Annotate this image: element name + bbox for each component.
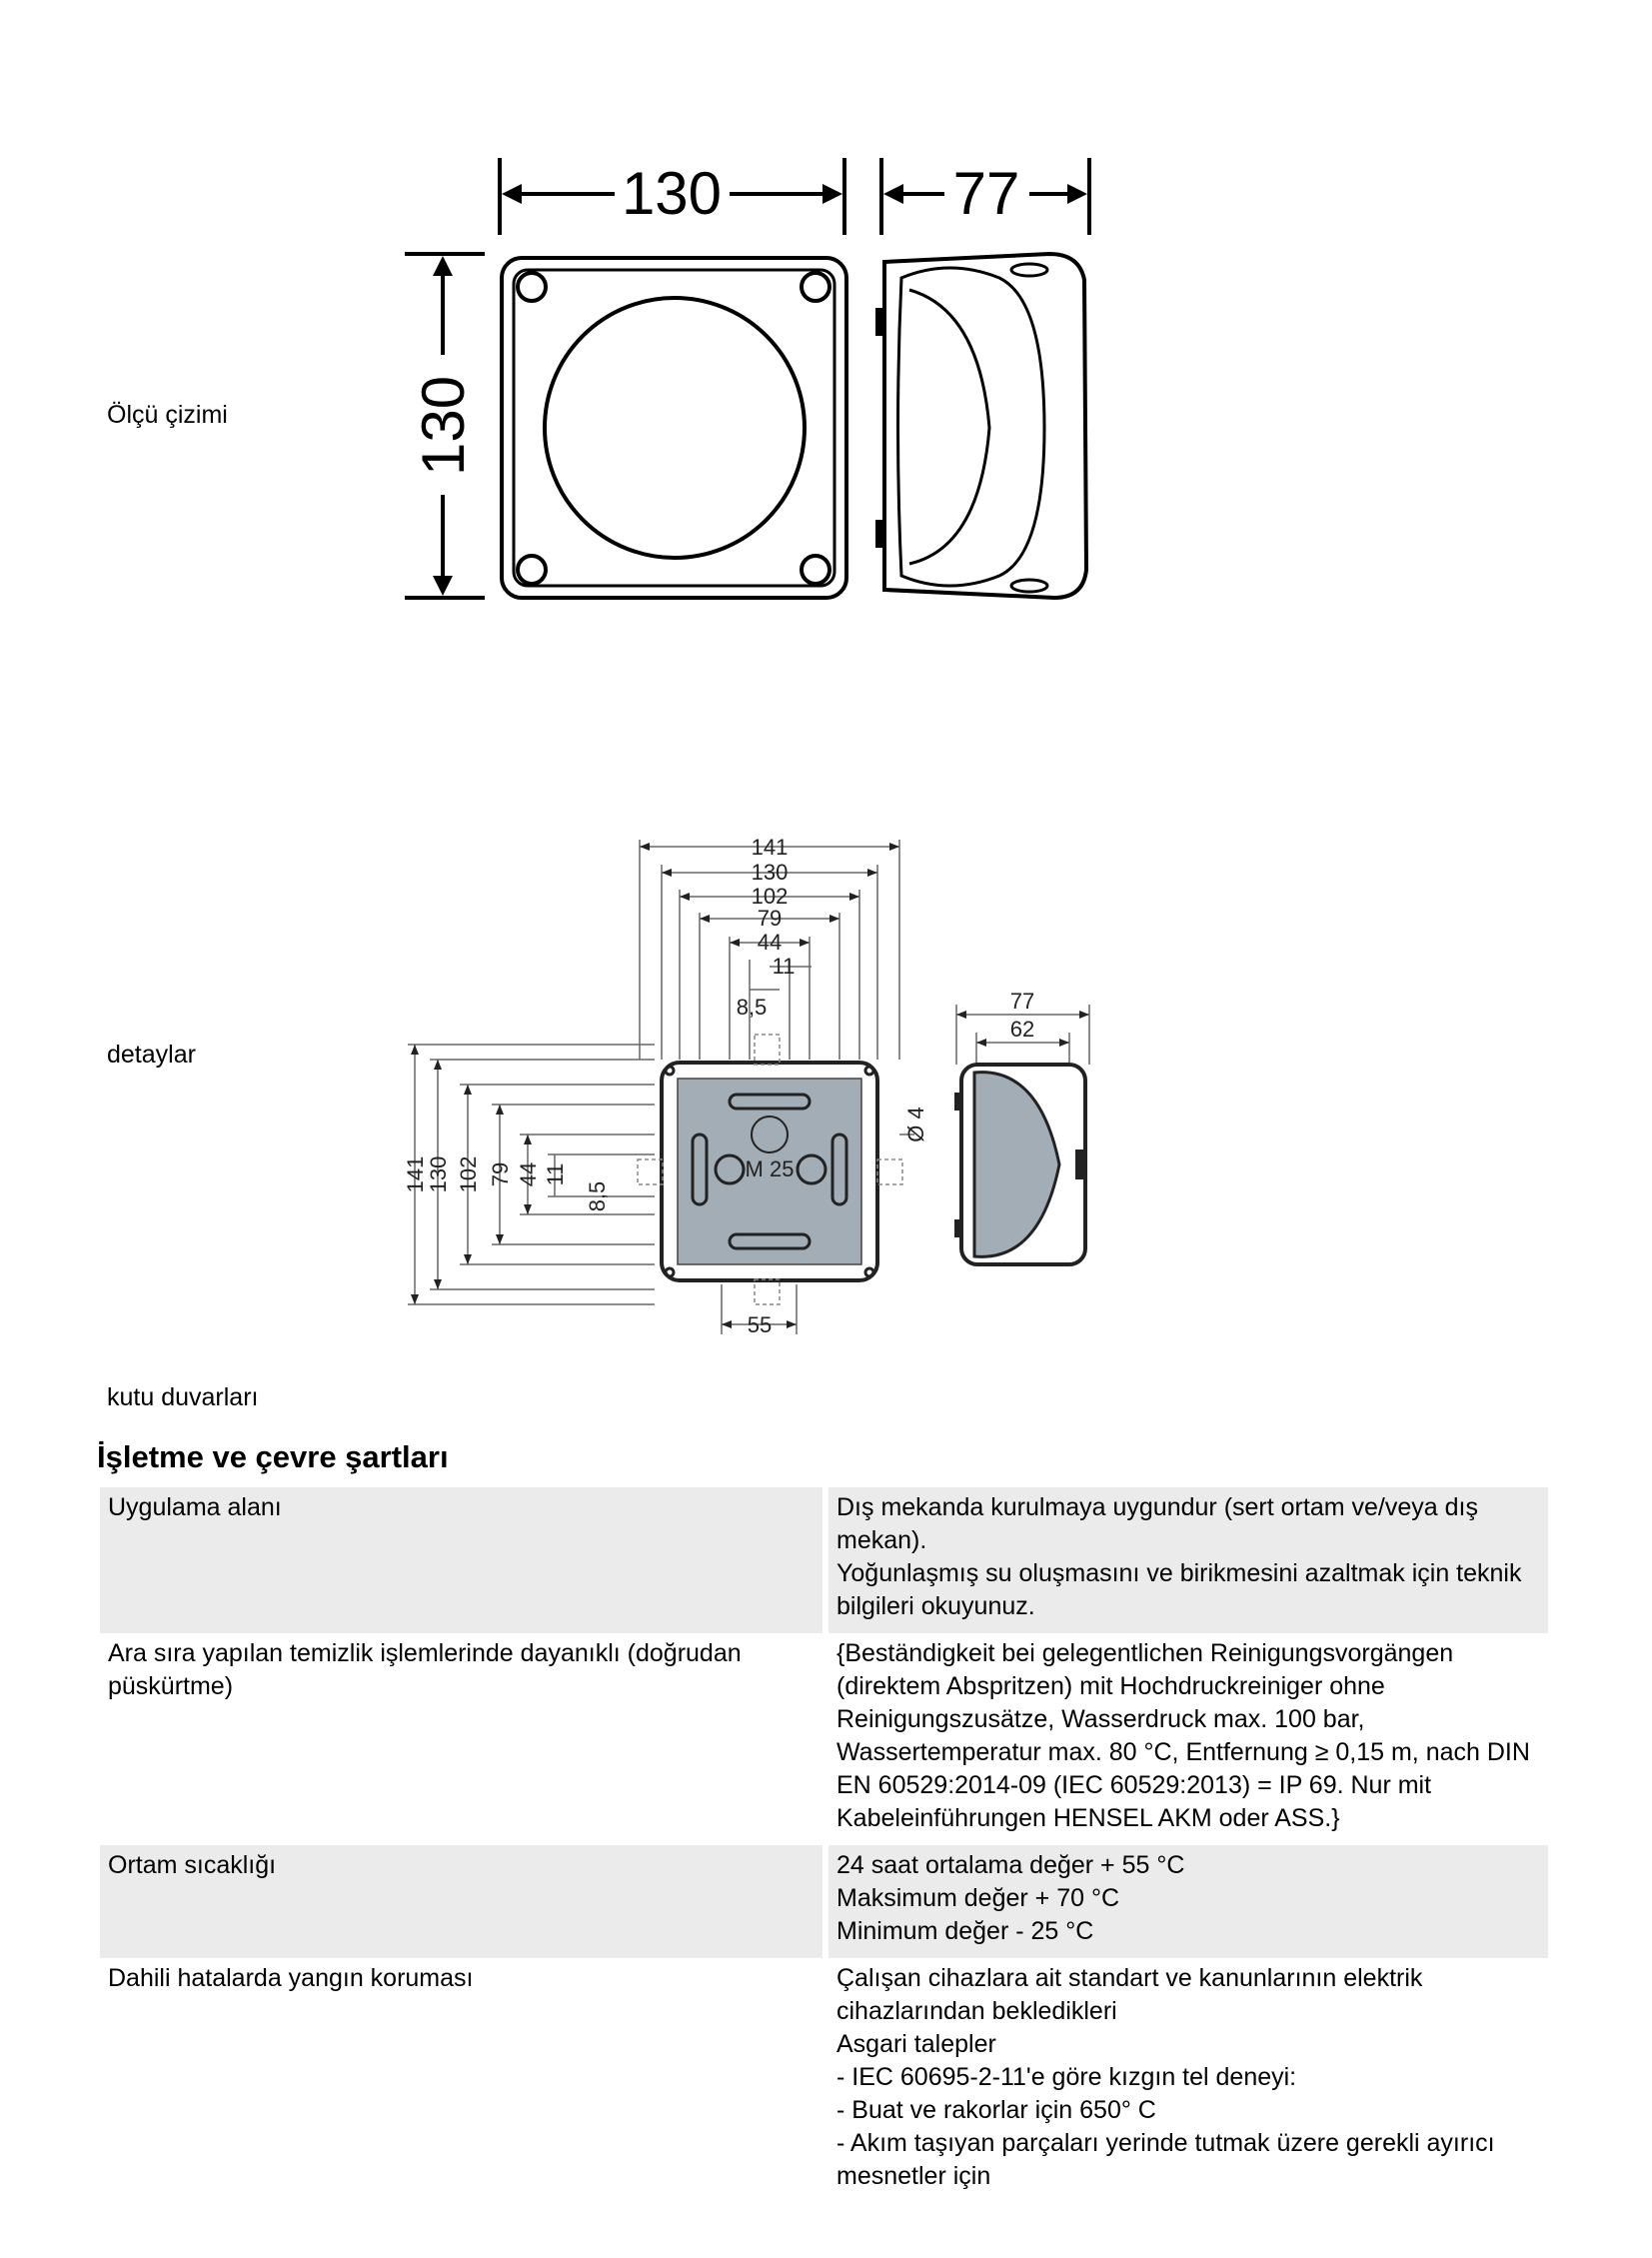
- left-dim-3: 102: [456, 1155, 481, 1193]
- box-walls-label: kutu duvarları: [107, 1383, 259, 1411]
- top-dim-3: 102: [751, 884, 789, 909]
- top-dim-6: 11: [772, 954, 796, 979]
- table-row: [100, 1487, 1548, 1633]
- table-row: [100, 1845, 1548, 1958]
- bottom-dim: 55: [747, 1312, 773, 1337]
- side-dim-1: 77: [1009, 989, 1035, 1014]
- row-key: Ara sıra yapılan temizlik işlemlerinde dayanıklı (doğrudan püskürtme): [108, 1639, 742, 1700]
- left-dim-1: 141: [403, 1155, 428, 1193]
- dim-depth-label: 77: [952, 160, 1020, 227]
- details-figure: [400, 835, 1119, 1354]
- left-dim-7: 8,5: [585, 1180, 610, 1212]
- side-dim-2: 62: [1009, 1017, 1035, 1042]
- left-dim-5: 44: [516, 1161, 541, 1187]
- section-title: İşletme ve çevre şartları: [97, 1439, 449, 1474]
- left-dim-6: 11: [543, 1162, 568, 1186]
- left-dim-2: 130: [426, 1155, 451, 1193]
- row-value: Dış mekanda kurulmaya uygundur (sert ortam ve/veya dış mekan). Yoğunlaşmış su oluşmasını ve birikmesini azaltmak için teknik bilgileri okuyunuz.: [828, 1487, 1548, 1633]
- dim-height-label: 130: [410, 375, 477, 477]
- row-key: Dahili hatalarda yangın koruması: [108, 1964, 474, 1992]
- top-dim-7: 8,5: [736, 995, 768, 1020]
- row-value: {Beständigkeit bei gelegentlichen Reinigungsvorgängen (direktem Abspritzen) mit Hochdruckreiniger ohne Reinigungszusätze, Wasserdruck max. 100 bar, Wassertemperatur max. 80 °C, Entfernung ≥ 0,15 m, nach DIN EN 60529:2014-09 (IEC 60529:2013) = IP 69. Nur mit Kabeleinführungen HENSEL AKM oder ASS.}: [836, 1639, 1530, 1832]
- top-dim-5: 44: [757, 930, 783, 955]
- conditions-table: [100, 1487, 1548, 2203]
- dim-width-label: 130: [621, 160, 723, 227]
- row-key: Ortam sıcaklığı: [100, 1845, 823, 1958]
- top-dim-4: 79: [757, 906, 783, 931]
- left-dim-4: 79: [488, 1161, 513, 1187]
- table-row: [100, 1958, 1548, 2203]
- row-value: 24 saat ortalama değer + 55 °C Maksimum değer + 70 °C Minimum değer - 25 °C: [828, 1845, 1548, 1958]
- dimension-drawing-figure: [390, 150, 1099, 610]
- table-row: [100, 1633, 1548, 1845]
- center-label: M 25: [745, 1156, 795, 1181]
- hole-label: Ø 4: [903, 1107, 928, 1142]
- dimension-drawing-label: Ölçü çizimi: [107, 401, 228, 429]
- details-label: detaylar: [107, 1041, 196, 1069]
- row-key: Uygulama alanı: [100, 1487, 823, 1633]
- top-dim-2: 130: [751, 860, 789, 885]
- top-dim-1: 141: [751, 835, 789, 860]
- row-value: Çalışan cihazlara ait standart ve kanunlarının elektrik cihazlarından bekledikleri Asgari talepler - IEC 60695-2-11'e göre kızgın tel deneyi: - Buat ve rakorlar için 650° C - Akım taşıyan parçaları yerinde tutmak üzere gerekli ayırıcı mesnetler için: [836, 1964, 1495, 2190]
